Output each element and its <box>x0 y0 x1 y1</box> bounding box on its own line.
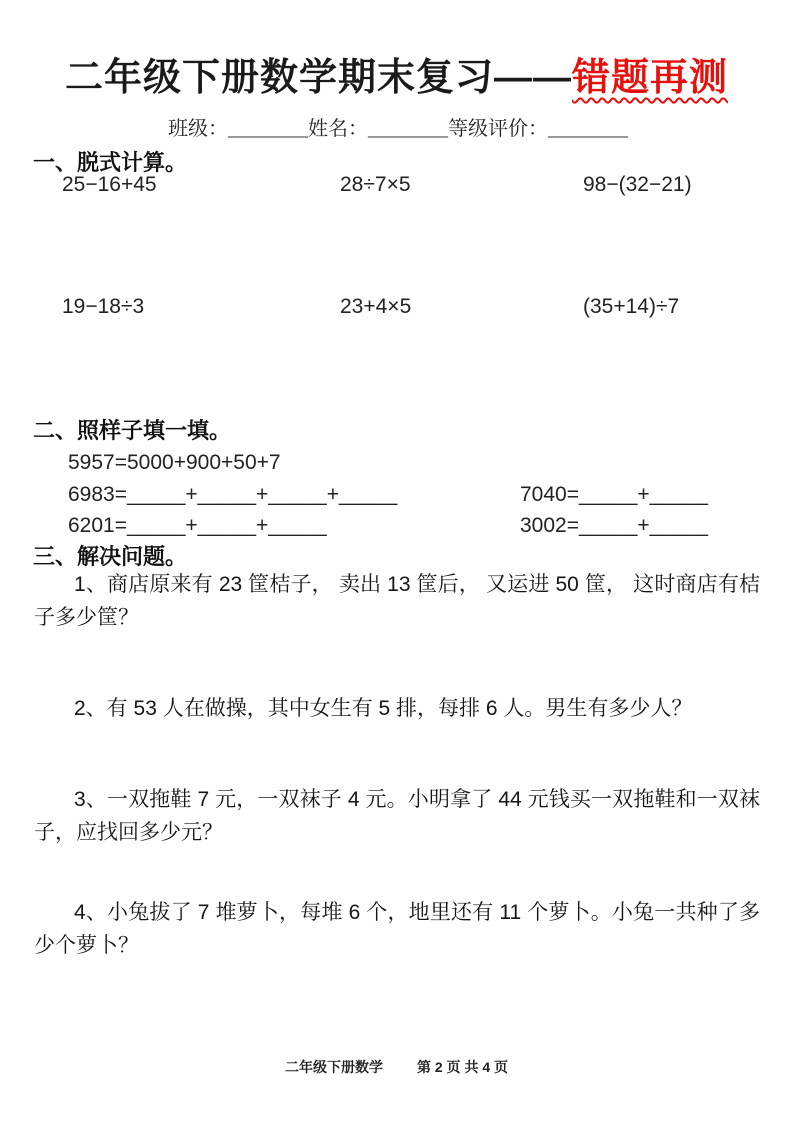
problem-3: 3、一双拖鞋 7 元，一双袜子 4 元。小明拿了 44 元钱买一双拖鞋和一双袜子，应找回多少元？ <box>34 788 760 844</box>
expression: 19−18÷3 <box>62 295 145 318</box>
fill-equation-7040: 7040=_____+_____ <box>520 483 709 506</box>
name-blank: ________ <box>368 118 448 140</box>
expression: (35+14)÷7 <box>583 295 680 318</box>
fill-equation-3002: 3002=_____+_____ <box>520 514 709 537</box>
grade-blank: ________ <box>548 118 628 140</box>
section3-heading: 三、解决问题。 <box>33 544 188 569</box>
expression-row-2 <box>0 295 793 323</box>
expression: 23+4×5 <box>340 295 412 318</box>
name-label: 姓名： <box>308 118 368 140</box>
footer-doc-name: 二年级下册数学 <box>284 1059 383 1075</box>
section1-heading: 一、脱式计算。 <box>33 150 188 175</box>
problem-4: 4、小兔拔了 7 堆萝卜，每堆 6 个，地里还有 11 个萝卜。小兔一共种了多少个萝卜？ <box>34 901 760 957</box>
expression: 28÷7×5 <box>340 173 411 196</box>
fill-equation-6983: 6983=_____+_____+_____+_____ <box>68 483 398 506</box>
class-label: 班级： <box>168 118 228 140</box>
expression: 98−(32−21) <box>583 173 692 196</box>
fill-example: 5957=5000+900+50+7 <box>68 451 281 474</box>
class-blank: ________ <box>228 118 308 140</box>
fill-row-1 <box>0 483 793 513</box>
problem-1: 1、商店原来有 23 筐桔子， 卖出 13 筐后， 又运进 50 筐， 这时商店有桔子多少筐？ <box>34 573 760 629</box>
footer-page-indicator: 第 2 页 共 4 页 <box>416 1059 509 1075</box>
fill-equation-6201: 6201=_____+_____+_____ <box>68 514 327 537</box>
expression-row-1 <box>0 173 793 201</box>
grade-label: 等级评价： <box>448 118 548 140</box>
section2-heading: 二、照样子填一填。 <box>33 418 232 443</box>
page-title-highlight: 错题再测 <box>572 57 729 99</box>
problem-2: 2、有 53 人在做操，其中女生有 5 排，每排 6 人。男生有多少人？ <box>74 697 693 720</box>
expression: 25−16+45 <box>62 173 157 196</box>
page-title <box>0 46 793 101</box>
student-info-line <box>168 112 628 141</box>
page-title-main: 二年级下册数学期末复习—— <box>64 57 572 99</box>
page-footer <box>0 1057 793 1077</box>
